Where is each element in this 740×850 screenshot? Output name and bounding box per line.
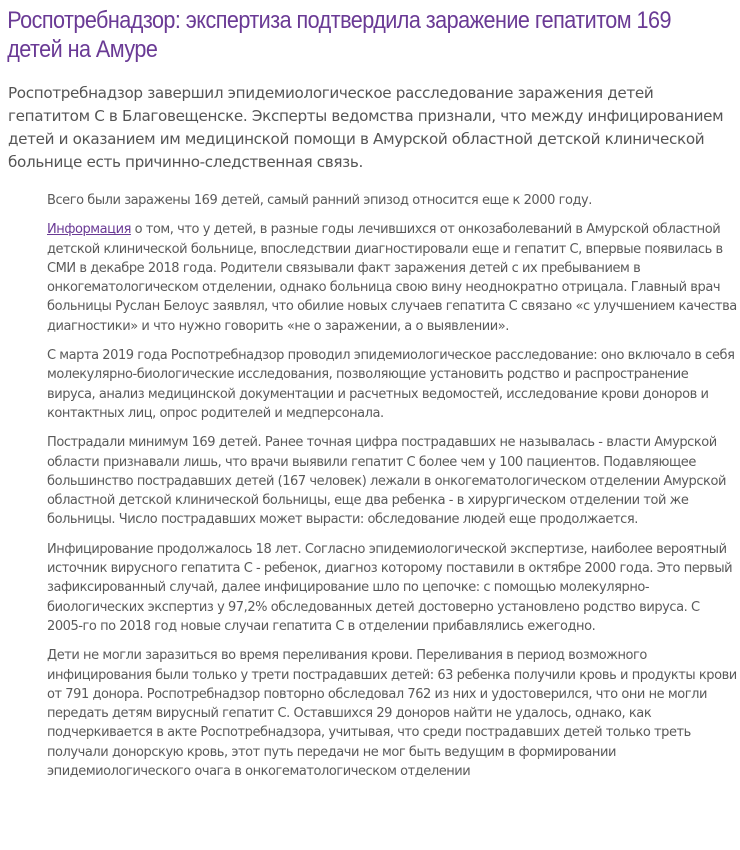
information-link[interactable]: Информация xyxy=(47,222,131,238)
article-lead: Роспотребнадзор завершил эпидемиологическое расследование заражения детей гепатитом С в Благовещенске. Эксперты ведомства признали, что между инфицированием детей и оказанием им медицинской помощи в Амурской областной детской клинической больнице есть причинно-следственная связь. xyxy=(8,84,724,171)
paragraph: Пострадали минимум 169 детей. Ранее точная цифра пострадавших не называлась - власти Амурской области признавали лишь, что врачи выявили гепатит С более чем у 100 пациентов. Подавляющее большинство пострадавших детей (167 человек) лежали в онкогематологическом отделении Амурской областной детской клинической больницы, еще два ребенка - в хирургическом отделении той же больницы. Число пострадавших может вырасти: обследование людей еще продолжается. xyxy=(47,435,726,528)
paragraph: Дети не могли заразиться во время переливания крови. Переливания в период возможного инфицирования были только у трети пострадавших детей: 63 ребенка получили кровь и продукты крови от 791 донора. Роспотребнадзор повторно обследовал 762 из них и удостоверился, что они не могли передать детям вирусный гепатит С. Оставшихся 29 доноров найти не удалось, однако, как подчеркивается в акте Роспотребнадзора, учитывая, что среди пострадавших детей только треть получали донорскую кровь, этот путь передачи не мог быть ведущим в формировании эпидемиологического очага в онкогематологическом отделении xyxy=(47,648,737,780)
paragraph: С марта 2019 года Роспотребнадзор проводил эпидемиологическое расследование: оно включало в себя молекулярно-биологические исследования, позволяющие установить родство и распространение вируса, анализ медицинской документации и расчетных ведомостей, исследование крови доноров и контактных лиц, опрос родителей и медперсонала. xyxy=(47,348,735,421)
paragraph-text: о том, что у детей, в разные годы лечившихся от онкозаболеваний в Амурской областной детской клинической больнице, впоследствии диагностировали еще и гепатит С, впервые появилась в СМИ в декабре 2018 года. Родители связывали факт заражения детей с их пребыванием в онкогематологическом отделении, однако больница свою вину неоднократно отрицала. Главный врач больницы Руслан Белоус заявлял, что обилие новых случаев гепатита С связано «с улучшением качества диагностики» и что нужно говорить «не о заражении, а о выявлении». xyxy=(47,222,737,334)
paragraph: Всего были заражены 169 детей, самый ранний эпизод относится еще к 2000 году. xyxy=(47,193,592,208)
article-body xyxy=(47,191,737,781)
paragraph xyxy=(47,220,737,336)
article-title: Роспотребнадзор: экспертиза подтвердила заражение гепатитом 169 детей на Амуре xyxy=(7,7,671,63)
paragraph: Инфицирование продолжалось 18 лет. Согласно эпидемиологической экспертизе, наиболее вероятный источник вирусного гепатита С - ребенок, диагноз которому поставили в октябре 2000 года. Это первый зафиксированный случай, далее инфицирование шло по цепочке: с помощью молекулярно-биологических экспертиз у 97,2% обследованных детей достоверно установлено родство вируса. С 2005-го по 2018 год новые случаи гепатита С в отделении прибавлялись ежегодно. xyxy=(47,541,733,634)
